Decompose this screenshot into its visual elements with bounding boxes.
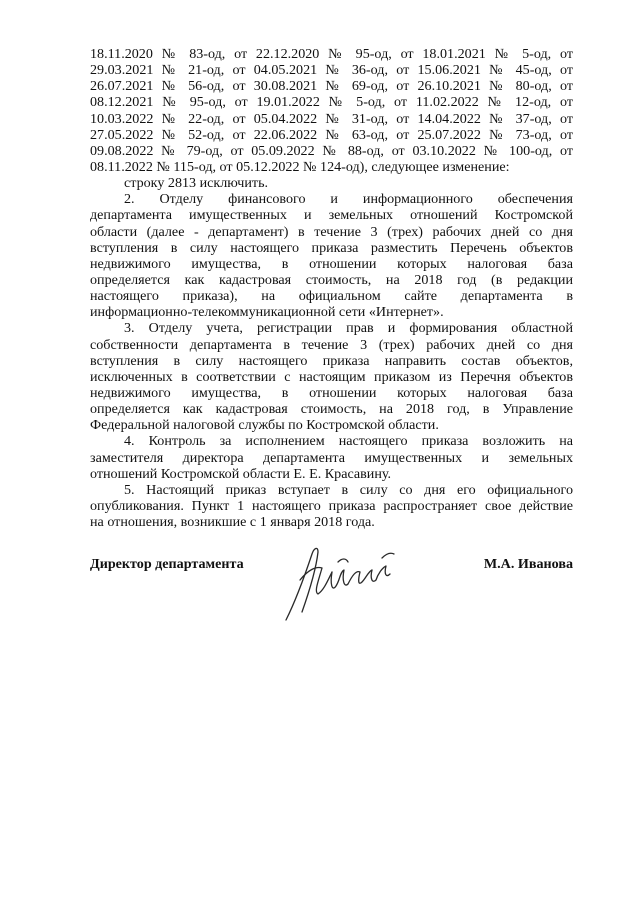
- text-line: 5. Настоящий приказ вступает в силу со дня его официального: [124, 481, 573, 498]
- text-line: области (далее - департамент) в течение 3 (трех) рабочих дней со дня: [90, 223, 573, 240]
- text-line: 08.12.2021 № 95-од, от 19.01.2022 № 5-од, от 11.02.2022 № 12-од, от: [90, 94, 573, 111]
- text-line: исключенных в соответствии с настоящим приказом из Перечня объектов: [90, 368, 573, 385]
- text-line: Федеральной налоговой службы по Костромской области.: [90, 417, 439, 434]
- text-line: настоящего приказа), на официальном сайте департамента в: [90, 288, 573, 305]
- text-line: 18.11.2020 № 83-од, от 22.12.2020 № 95-од, от 18.01.2021 № 5-од, от: [90, 46, 573, 62]
- text-line: собственности департамента в течение 3 (трех) рабочих дней со дня: [90, 336, 573, 353]
- text-line: на отношения, возникшие с 1 января 2018 года.: [90, 514, 375, 531]
- text-line: 27.05.2022 № 52-од, от 22.06.2022 № 63-од, от 25.07.2022 № 73-од, от: [90, 126, 573, 143]
- handwritten-signature-icon: [278, 540, 402, 624]
- text-line: 09.08.2022 № 79-од, от 05.09.2022 № 88-од, от 03.10.2022 № 100-од, от: [90, 142, 573, 159]
- text-line: недвижимого имущества, в отношении которых налоговая база: [90, 255, 573, 272]
- text-line: строку 2813 исключить.: [124, 175, 269, 192]
- text-line: информационно-телекоммуникационной сети «Интернет».: [90, 304, 444, 321]
- text-line: 08.11.2022 № 115-од, от 05.12.2022 № 124-од), следующее изменение:: [90, 158, 510, 175]
- text-line: отношений Костромской области Е. Е. Красавину.: [90, 465, 392, 482]
- text-line: определяется как кадастровая стоимость, на 2018 год (в редакции: [90, 271, 573, 288]
- text-line: вступления в силу настоящего приказа направить состав объектов,: [90, 352, 573, 369]
- text-line: 2. Отделу финансового и информационного обеспечения: [124, 191, 573, 208]
- text-line: 4. Контроль за исполнением настоящего приказа возложить на: [124, 433, 573, 450]
- text-line: заместителя директора департамента имущественных и земельных: [90, 449, 573, 466]
- text-line: вступления в силу настоящего приказа разместить Перечень объектов: [90, 239, 573, 256]
- signatory-position: Директор департамента: [90, 556, 244, 572]
- signatory-name: М.А. Иванова: [483, 556, 573, 572]
- document-body: [90, 46, 573, 530]
- text-line: департамента имущественных и земельных отношений Костромской: [90, 207, 573, 224]
- text-line: опубликования. Пункт 1 настоящего приказа распространяет свое действие: [90, 497, 573, 514]
- text-line: 29.03.2021 № 21-од, от 04.05.2021 № 36-од, от 15.06.2021 № 45-од, от: [90, 62, 573, 79]
- text-line: недвижимого имущества, в отношении которых налоговая база: [90, 384, 573, 401]
- text-line: 26.07.2021 № 56-од, от 30.08.2021 № 69-од, от 26.10.2021 № 80-од, от: [90, 78, 573, 95]
- text-line: 3. Отделу учета, регистрации прав и формирования областной: [124, 320, 573, 337]
- text-line: определяется как кадастровая стоимость, на 2018 год, в Управление: [90, 401, 573, 418]
- text-line: 10.03.2022 № 22-од, от 05.04.2022 № 31-од, от 14.04.2022 № 37-од, от: [90, 110, 573, 127]
